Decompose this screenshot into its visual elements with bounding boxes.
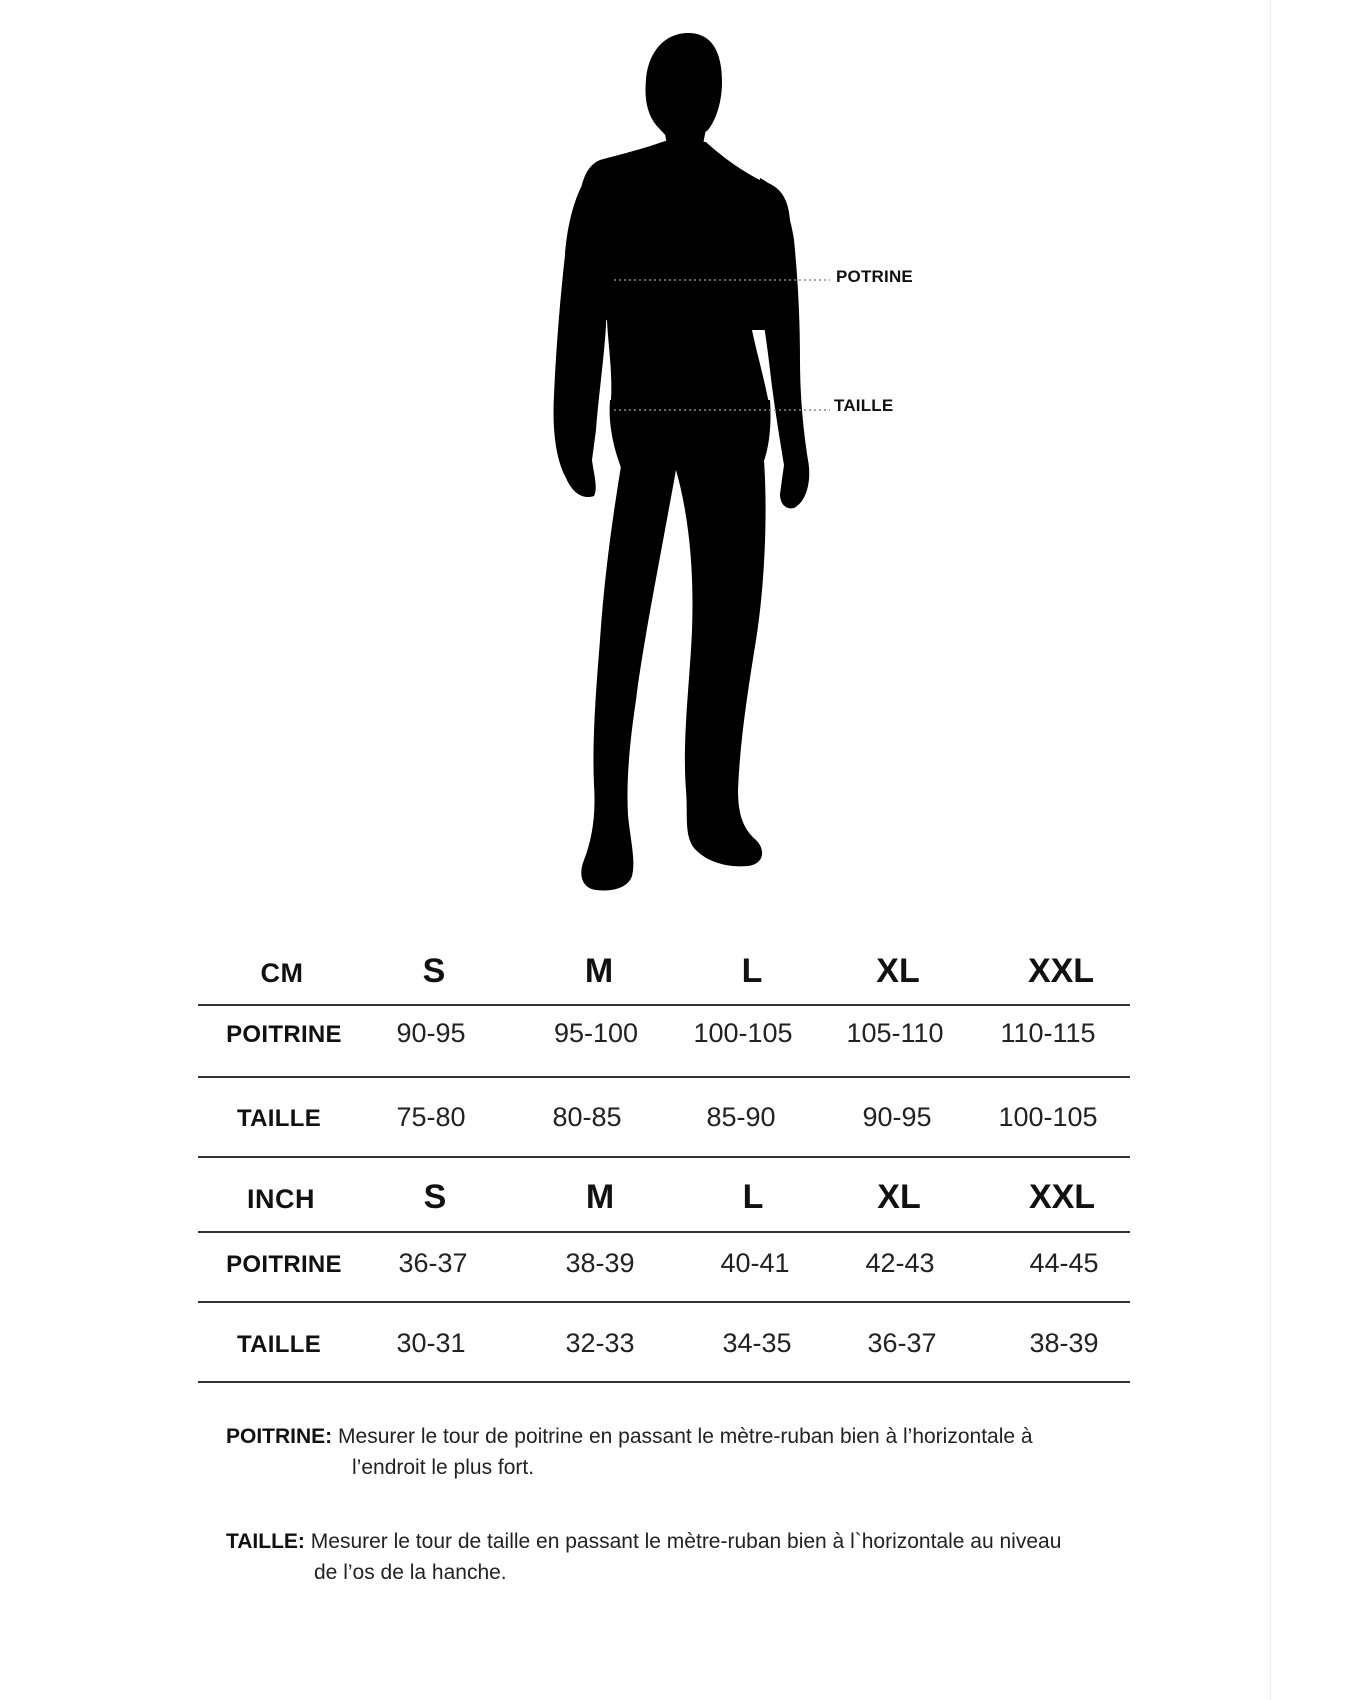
table-cell: 34-35 xyxy=(722,1328,792,1358)
table-cell: 75-80 xyxy=(396,1102,466,1132)
table-cell: 38-39 xyxy=(1029,1328,1099,1358)
size-m-header: M xyxy=(584,952,614,990)
table-divider xyxy=(198,1076,1130,1078)
waist-note-text-1: Mesurer le tour de taille en passant le mètre-ruban bien à l`horizontale au niveau xyxy=(310,1530,1062,1553)
size-chart-table xyxy=(198,0,1130,1400)
table-divider xyxy=(198,1156,1130,1158)
size-s-header: S xyxy=(422,952,446,990)
table-cell: 44-45 xyxy=(1029,1248,1099,1278)
chest-note-text-2: l’endroit le plus fort. xyxy=(352,1456,535,1479)
size-xl-header: XL xyxy=(876,952,920,990)
table-cell: 105-110 xyxy=(846,1018,944,1048)
chest-figure-label: POTRINE xyxy=(836,267,913,286)
waist-note xyxy=(226,1530,1186,1600)
table-cell: 100-105 xyxy=(693,1018,793,1048)
table-cell: 85-90 xyxy=(706,1102,776,1132)
table-divider xyxy=(198,1004,1130,1006)
size-xxl-header: XXL xyxy=(1027,952,1095,990)
cm-header-row xyxy=(198,952,1130,1002)
table-cell: 95-100 xyxy=(553,1018,639,1048)
row-label-chest-inch: POITRINE xyxy=(226,1251,342,1278)
row-label-chest-cm: POITRINE xyxy=(226,1021,342,1048)
waist-note-text-2: de l’os de la hanche. xyxy=(314,1561,507,1584)
table-cell: 110-115 xyxy=(1000,1018,1096,1048)
table-cell: 38-39 xyxy=(565,1248,635,1278)
inch-header-row xyxy=(198,1178,1130,1228)
table-cell: 100-105 xyxy=(998,1102,1098,1132)
size-l-header: L xyxy=(741,952,763,990)
chest-note-text-1: Mesurer le tour de poitrine en passant le mètre-ruban bien à l’horizontale à xyxy=(338,1425,1033,1448)
chest-note-line1 xyxy=(226,1425,1033,1449)
table-row xyxy=(198,1018,1130,1058)
table-cell: 42-43 xyxy=(865,1248,935,1278)
table-cell: 40-41 xyxy=(720,1248,790,1278)
waist-figure-label: TAILLE xyxy=(834,396,894,415)
chest-note-key: POITRINE: xyxy=(226,1425,333,1448)
waist-note-line1 xyxy=(226,1530,1061,1554)
table-divider xyxy=(198,1381,1130,1383)
size-xxl-header: XXL xyxy=(1028,1178,1096,1216)
table-cell: 90-95 xyxy=(396,1018,466,1048)
row-label-waist-inch: TAILLE xyxy=(236,1331,322,1358)
row-label-waist-cm: TAILLE xyxy=(236,1105,322,1132)
table-divider xyxy=(198,1301,1130,1303)
table-row xyxy=(198,1328,1130,1368)
table-cell: 90-95 xyxy=(862,1102,932,1132)
chest-note xyxy=(226,1425,1186,1495)
unit-cm-label: CM xyxy=(260,958,304,988)
table-row xyxy=(198,1102,1130,1142)
size-xl-header: XL xyxy=(877,1178,921,1216)
measurement-notes xyxy=(226,1425,1186,1595)
table-cell: 30-31 xyxy=(396,1328,466,1358)
unit-inch-label: INCH xyxy=(247,1184,315,1214)
table-cell: 80-85 xyxy=(552,1102,622,1132)
size-m-header: M xyxy=(585,1178,615,1216)
table-cell: 32-33 xyxy=(565,1328,635,1358)
table-row xyxy=(198,1248,1130,1288)
table-cell: 36-37 xyxy=(398,1248,468,1278)
size-l-header: L xyxy=(742,1178,764,1216)
waist-note-key: TAILLE: xyxy=(226,1530,305,1553)
table-divider xyxy=(198,1231,1130,1233)
size-s-header: S xyxy=(423,1178,447,1216)
table-cell: 36-37 xyxy=(867,1328,937,1358)
